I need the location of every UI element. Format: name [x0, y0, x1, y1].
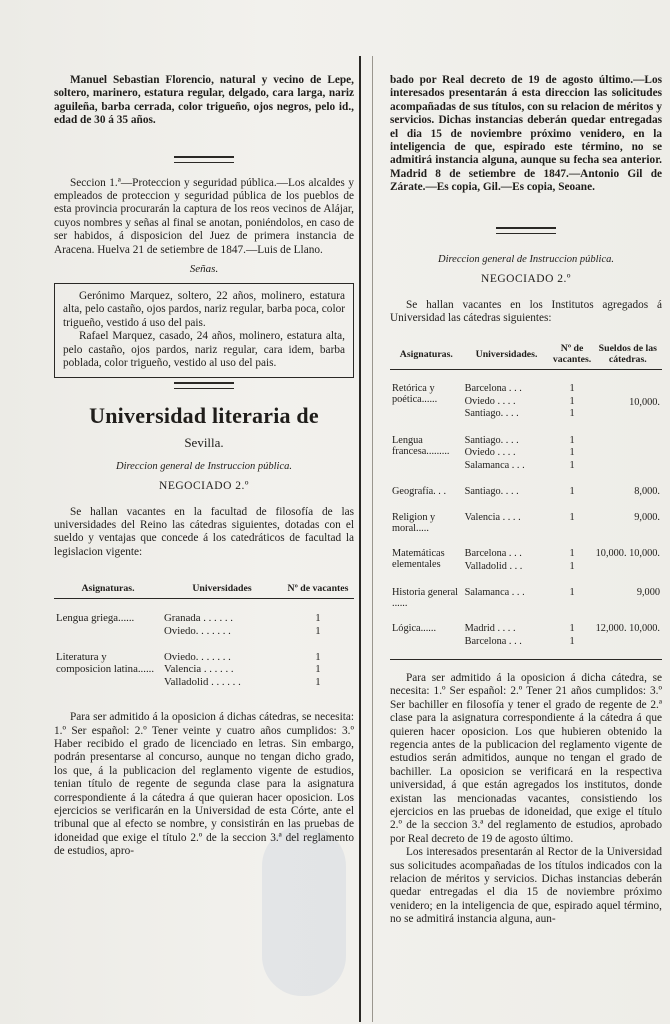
university: Barcelona . . . [464, 548, 522, 560]
vacancy: 1 [569, 548, 575, 560]
universities-cell [463, 622, 551, 649]
university: Valencia . . . . . . [164, 663, 234, 676]
fugitive-description: Manuel Sebastian Florencio, natural y vecino de Lepe, soltero, marinero, estatura regular, delgado, cara larga, nariz aguileña, barba cerrada, color trigueño, ojos negros, pelo id., edad de 30 á 35 años. [54, 74, 354, 127]
vacancies-cell [550, 485, 593, 499]
col-header: Nº de vacantes. [550, 341, 593, 370]
table-row [390, 622, 662, 649]
table-row [390, 547, 662, 574]
universities-cell [463, 586, 551, 610]
vacancy: 1 [569, 623, 575, 635]
table-row [390, 485, 662, 499]
subject-cell: Lengua francesa......... [392, 434, 450, 457]
separator [174, 156, 234, 163]
vacancies-cell [550, 511, 593, 535]
vacancy: 1 [569, 587, 575, 599]
salary-cell [594, 434, 662, 473]
vacancy: 1 [315, 612, 321, 625]
vacancies-table-left [54, 581, 354, 689]
col-header: Sueldos de las cátedras. [594, 341, 662, 370]
university: Valencia . . . . [464, 512, 521, 524]
table-row [54, 611, 354, 638]
subject-cell: Lógica...... [392, 623, 437, 635]
university-city: Sevilla. [184, 434, 224, 450]
separator [174, 382, 234, 389]
vacancy: 1 [569, 560, 575, 572]
vacancy: 1 [315, 663, 321, 676]
university: Granada . . . . . . [164, 612, 233, 625]
table-row [54, 650, 354, 689]
university: Oviedo . . . . [464, 447, 516, 459]
direction-heading: Direccion general de Instruccion pública. [115, 460, 293, 472]
negociado-heading: NEGOCIADO 2.º [159, 479, 249, 492]
vacancy: 1 [569, 635, 575, 647]
vacancy: 1 [315, 624, 321, 637]
direction-heading: Direccion general de Instruccion pública. [437, 253, 615, 265]
vacancies-cell [550, 547, 593, 574]
university: Santiago. . . . [464, 485, 519, 497]
universities-cell [162, 611, 282, 638]
university: Salamanca . . . [464, 459, 525, 471]
requirements-paragraph-left: Para ser admitido á la oposicion á dichas cátedras, se necesita: 1.º Ser español: 2.º Tener veinte y cuatro años cumplidos: 3.º Haber recibido el grado de licenciado en letras. Sin embargo, podrán presentarse al concurso, aunque no tengan dicho grado, los que, á la publicacion del reglamento vigente de estudios, tenian título de regente de segunda clase para la asignatura correspondiente á la cátedra á que quieran hacer oposicion. Los ejercicios se verificarán en la Universidad de esta Córte, ante el tribunal que al efecto se nombre, y consistirán en las pruebas de idoneidad que exige el título 2.º de la seccion 3.ª del reglamento de estudios, apro- [54, 711, 354, 858]
vacancies-cell [550, 586, 593, 610]
vacancy: 1 [569, 383, 575, 395]
vacancies-cell [550, 434, 593, 473]
subject-cell: Lengua griega...... [56, 612, 135, 625]
requirements-paragraph-right: Para ser admitido á la oposicion á dicha cátedra, se necesita: 1.º Ser español: 2.º Tener 21 años cumplidos: 3.º Ser bachiller en filosofía y tener el grado de regente de 2.ª clase para la asignatura correspondiente á la cátedra á que quieren hacer oposicion. Los que hubieren obtenido la regencia antes de la publicacion del reglamento vigente de estudios serán admitidos, aunque no tengan el grado de bachiller. La oposicion se verificará en la respectiva universidad, á que están agregados los institutos, donde existan las mencionadas vacantes, consistiendo los ejercicios en las pruebas de idoneidad, que exige el título 2.º de la seccion 3.ª del reglamento de estudios, aprobado por Real decreto de 19 de agosto último. [390, 671, 662, 845]
subject-cell: Geografía. . . [392, 485, 447, 497]
universities-cell [162, 650, 282, 689]
university-title: Universidad literaria de [89, 402, 319, 428]
vacancies-table-right [390, 341, 662, 648]
vacancy: 1 [569, 512, 575, 524]
university: Santiago. . . . [464, 434, 519, 446]
salary-cell: 9,000 [636, 587, 660, 599]
left-column [54, 74, 354, 859]
right-column [390, 74, 662, 927]
senas-box [54, 283, 354, 377]
university: Valladolid . . . . . . [164, 675, 241, 688]
table-row [390, 511, 662, 535]
vacancies-cell [282, 611, 354, 638]
table-row [390, 382, 662, 421]
salary-cell: 10,000. [629, 396, 660, 408]
subject-cell: Retórica y poética...... [392, 383, 438, 406]
table-row [390, 434, 662, 473]
university: Madrid . . . . [464, 623, 516, 635]
university: Oviedo. . . . . . . [164, 650, 231, 663]
vacancies-intro: Se hallan vacantes en los Institutos agregados á Universidad las cátedras siguientes: [390, 298, 662, 325]
vacancy: 1 [315, 675, 321, 688]
col-header: Universidades. [463, 341, 551, 370]
subject-cell: Religion y moral..... [392, 512, 436, 535]
col-header: Asignaturas. [54, 581, 162, 599]
university: Salamanca . . . [464, 587, 525, 599]
vacancy: 1 [569, 395, 575, 407]
vacancies-cell [282, 650, 354, 689]
salary-cell: 10,000. 10,000. [595, 548, 660, 560]
salary-cell: 8,000. [634, 485, 660, 497]
table-row [390, 586, 662, 610]
vacancy: 1 [569, 459, 575, 471]
university: Barcelona . . . [464, 635, 522, 647]
salary-cell: 9,000. [634, 512, 660, 524]
universities-cell [463, 511, 551, 535]
separator [496, 227, 556, 234]
universities-cell [463, 485, 551, 499]
col-header: Universidades [162, 581, 282, 599]
vacancy: 1 [569, 434, 575, 446]
university: Valladolid . . . [464, 560, 523, 572]
salary-cell: 12,000. 10,000. [595, 623, 660, 635]
university: Santiago. . . . [464, 408, 519, 420]
vacancies-cell [550, 382, 593, 421]
subject-cell: Historia general ...... [392, 587, 459, 610]
vacancies-intro: Se hallan vacantes en la facultad de filosofía de las universidades del Reino las cátedras siguientes, dotadas con el sueldo y ventajas que concede á los catedráticos de facultad la legislacion vigente: [54, 505, 354, 558]
senas-title: Señas. [189, 263, 219, 276]
vacancy: 1 [569, 408, 575, 420]
senas-entry-2: Rafael Marquez, casado, 24 años, molinero, estatura alta, pelo castaño, ojos pardos, nariz regular, cara idem, barba poblada, color trigueño, vestido al uso del pais. [63, 330, 345, 370]
column-divider [359, 56, 361, 1022]
col-header: Nº de vacantes [282, 581, 354, 599]
university: Oviedo . . . . [464, 395, 516, 407]
col-header: Asignaturas. [390, 341, 463, 370]
seccion-paragraph: Seccion 1.ª—Proteccion y seguridad pública.—Los alcaldes y empleados de proteccion y seguridad pública de los pueblos de esta provincia procurarán la captura de los reos vecinos de Alájar, cuyos nombres y señas al final se anotan, poniéndolos, en caso de ser habidos, á disposicion del Juez de primera instancia de Aracena. Huelva 21 de setiembre de 1847.—Luis de Llano. [54, 176, 354, 256]
universities-cell [463, 547, 551, 574]
negociado-heading: NEGOCIADO 2.º [481, 272, 571, 285]
subject-cell: Literatura y composicion latina...... [56, 650, 155, 675]
continuation-paragraph: bado por Real decreto de 19 de agosto último.—Los interesados presentarán á esta direccion las solicitudes acompañadas de sus títulos, con su relacion de méritos y servicios. Dichas instancias deberán quedar entregadas el dia 15 de noviembre próximo venidero, en la inteligencia de que, espirado este término, no se admitirá instancia alguna, aunque su fecha sea anterior. Madrid 8 de setiembre de 1847.—Antonio Gil de Zárate.—Es copia, Gil.—Es copia, Seoane. [390, 74, 662, 194]
university: Barcelona . . . [464, 383, 522, 395]
table-bottom-rule [390, 659, 662, 660]
column-divider-thin [372, 56, 373, 1022]
vacancies-cell [550, 622, 593, 649]
senas-entry-1: Gerónimo Marquez, soltero, 22 años, molinero, estatura alta, pelo castaño, ojos pardos, nariz regular, barba poca, color trigueño, vestido á uso del pais. [63, 290, 345, 329]
university: Oviedo. . . . . . . [164, 624, 231, 637]
universities-cell [463, 382, 551, 421]
closing-paragraph: Los interesados presentarán al Rector de la Universidad sus solicitudes acompañadas de los títulos indicados con la relacion de méritos y servicios. Dichas instancias deberán quedar entregadas el dia 15 de noviembre próximo venidero; en la inteligencia de que, espirado aquel término, no se admitirá instancia alguna, aun- [390, 846, 662, 926]
universities-cell [463, 434, 551, 473]
subject-cell: Matemáticas elementales [392, 548, 445, 571]
vacancy: 1 [569, 485, 575, 497]
vacancy: 1 [569, 447, 575, 459]
vacancy: 1 [315, 650, 321, 663]
